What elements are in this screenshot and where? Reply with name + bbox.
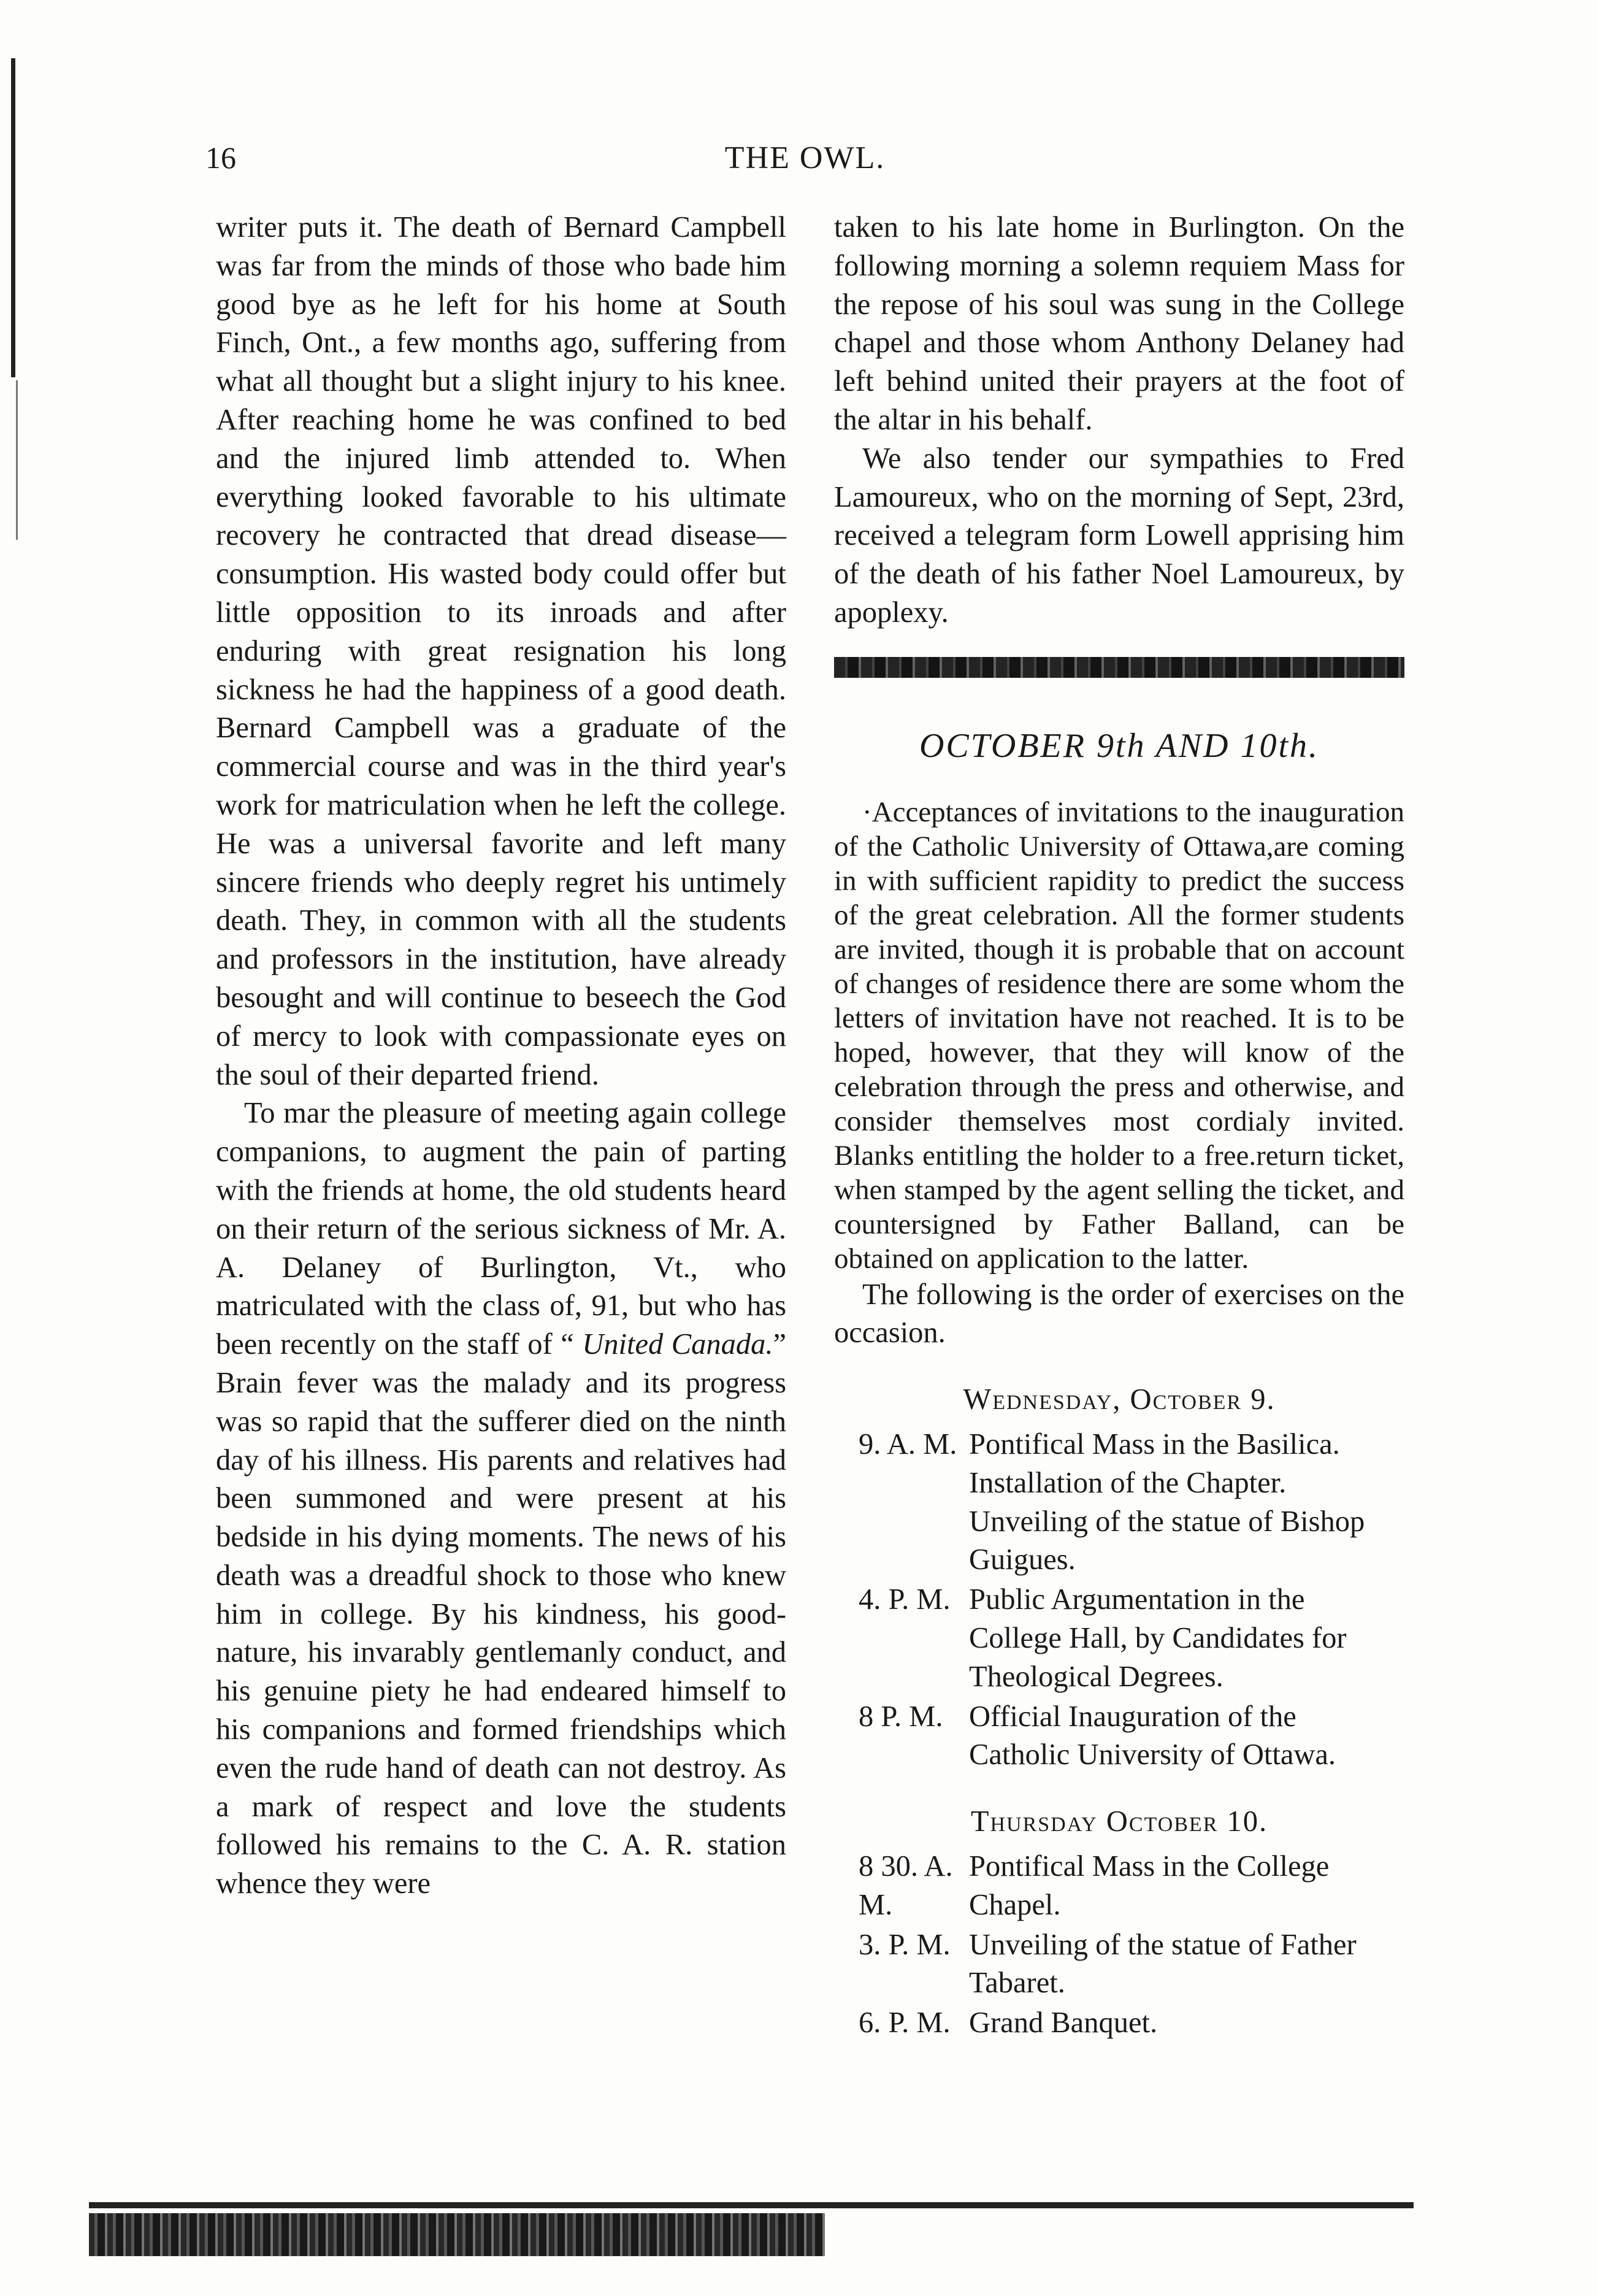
paragraph-invitations: ·Acceptances of invitations to the inauguration of the Catholic University of Ottawa,are coming in with sufficient rapidity to predict the success of the great celebration. All the former students are invited, though it is probable that on account of changes of residence there are some whom the letters of invitation have not reached. It is to be hoped, however, that they will know of the celebration through the press and otherwise, and consider themselves most cordialy invited. Blanks entitling the holder to a free.return ticket, when stamped by the agent selling the ticket, and countersigned by Father Balland, can be obtained on application to the latter. — [834, 796, 1404, 1275]
section-divider-rule — [834, 657, 1404, 678]
scan-margin-edge — [11, 58, 15, 377]
event-line: Unveiling of the statue of Bishop Guigues. — [969, 1505, 1365, 1576]
schedule-event — [834, 2004, 1404, 2043]
event-time: 3. P. M. — [859, 1928, 951, 1961]
event-description — [969, 1926, 1404, 2003]
event-description — [969, 1426, 1404, 1580]
event-time: 8 30. A. M. — [859, 1849, 953, 1921]
event-line: Public Argumentation in the College Hall, by Candidates for Theological Degrees. — [969, 1583, 1347, 1693]
left-column — [216, 209, 786, 1903]
event-description — [969, 1848, 1404, 1925]
schedule-event — [834, 1426, 1404, 1580]
bottom-rule — [89, 2202, 1414, 2208]
day-heading: Wednesday, October 9. — [963, 1383, 1276, 1416]
event-line: Official Inauguration of the Catholic University of Ottawa. — [969, 1700, 1336, 1772]
event-time: 6. P. M. — [859, 2006, 951, 2040]
event-line: Unveiling of the statue of Father Tabaret. — [969, 1928, 1357, 2000]
schedule-day-2 — [834, 1803, 1404, 2043]
paragraph-lamoureux: We also tender our sympathies to Fred Lamoureux, who on the morning of Sept, 23rd, received a telegram form Lowell apprising him of the death of his father Noel Lamoureux, by apoplexy. — [834, 442, 1404, 629]
page-header — [205, 140, 1404, 189]
event-line: Pontifical Mass in the College Chapel. — [969, 1849, 1330, 1921]
schedule-event — [834, 1848, 1404, 1925]
schedule-event — [834, 1926, 1404, 2003]
running-title: THE OWL. — [724, 140, 886, 175]
paragraph-delaney — [216, 1094, 786, 1903]
schedule-event — [834, 1698, 1404, 1775]
schedule-day-1 — [834, 1381, 1404, 1775]
paragraph-order: The following is the order of exercises on the occasion. — [834, 1278, 1404, 1350]
event-description — [969, 1581, 1404, 1696]
newspaper-title: United Canada. — [582, 1328, 773, 1361]
paragraph-delaney-cont: Brain fever was the malady and its progress was so rapid that the sufferer died on the ninth day of his illness. His parents and relatives had been summoned and were present at his bedside in his dying moments. The news of his death was a dreadful shock to those who knew him in college. By his kindness, his good-nature, his invarably gentlemanly conduct, and his genuine piety he had endeared himself to his companions and formed friendships which even the rude hand of death can not destroy. As a mark of respect and love the students followed his remains to the C. A. R. station whence they were — [216, 1366, 786, 1900]
event-line: Installation of the Chapter. — [969, 1466, 1287, 1499]
event-time: 9. A. M. — [859, 1427, 957, 1461]
event-line: Pontifical Mass in the Basilica. — [969, 1427, 1340, 1461]
scan-bottom-artifact — [89, 2213, 825, 2256]
page-number: 16 — [205, 140, 236, 175]
paragraph-delaney-text: To mar the pleasure of meeting again college companions, to augment the pain of parting with the friends at home, the old students heard on their return of the serious sickness of Mr. A. A. Delaney of Burlington, Vt., who matriculated with the class of, 91, but who has been recently on the staff of “ — [216, 1097, 786, 1361]
event-line: Grand Banquet. — [969, 2006, 1158, 2040]
day-heading: Thursday October 10. — [970, 1805, 1268, 1838]
quote-close: ” — [773, 1328, 786, 1361]
event-description — [969, 2004, 1404, 2043]
event-time: 8 P. M. — [859, 1700, 943, 1733]
right-column — [834, 209, 1404, 2043]
event-description — [969, 1698, 1404, 1775]
schedule-event — [834, 1581, 1404, 1696]
paragraph-funeral: taken to his late home in Burlington. On the following morning a solemn requiem Mass for the repose of his soul was sung in the College chapel and those whom Anthony Delaney had left behind united their prayers at the foot of the altar in his behalf. — [834, 211, 1404, 436]
event-time: 4. P. M. — [859, 1583, 951, 1616]
paragraph-campbell: writer puts it. The death of Bernard Campbell was far from the minds of those who bade him good bye as he left for his home at South Finch, Ont., a few months ago, suffering from what all thought but a slight injury to his knee. After reaching home he was confined to bed and the injured limb attended to. When everything looked favorable to his ultimate recovery he contracted that dread disease—consumption. His wasted body could offer but little opposition to its inroads and after enduring with great resignation his long sickness he had the happiness of a good death. Bernard Campbell was a graduate of the commercial course and was in the third year's work for matriculation when he left the college. He was a universal favorite and left many sincere friends who deeply regret his untimely death. They, in common with all the students and professors in the institution, have already besought and will continue to beseech the God of mercy to look with compassionate eyes on the soul of their departed friend. — [216, 211, 786, 1091]
scan-margin-edge-lower — [16, 380, 18, 540]
section-heading: OCTOBER 9th AND 10th. — [919, 726, 1320, 765]
